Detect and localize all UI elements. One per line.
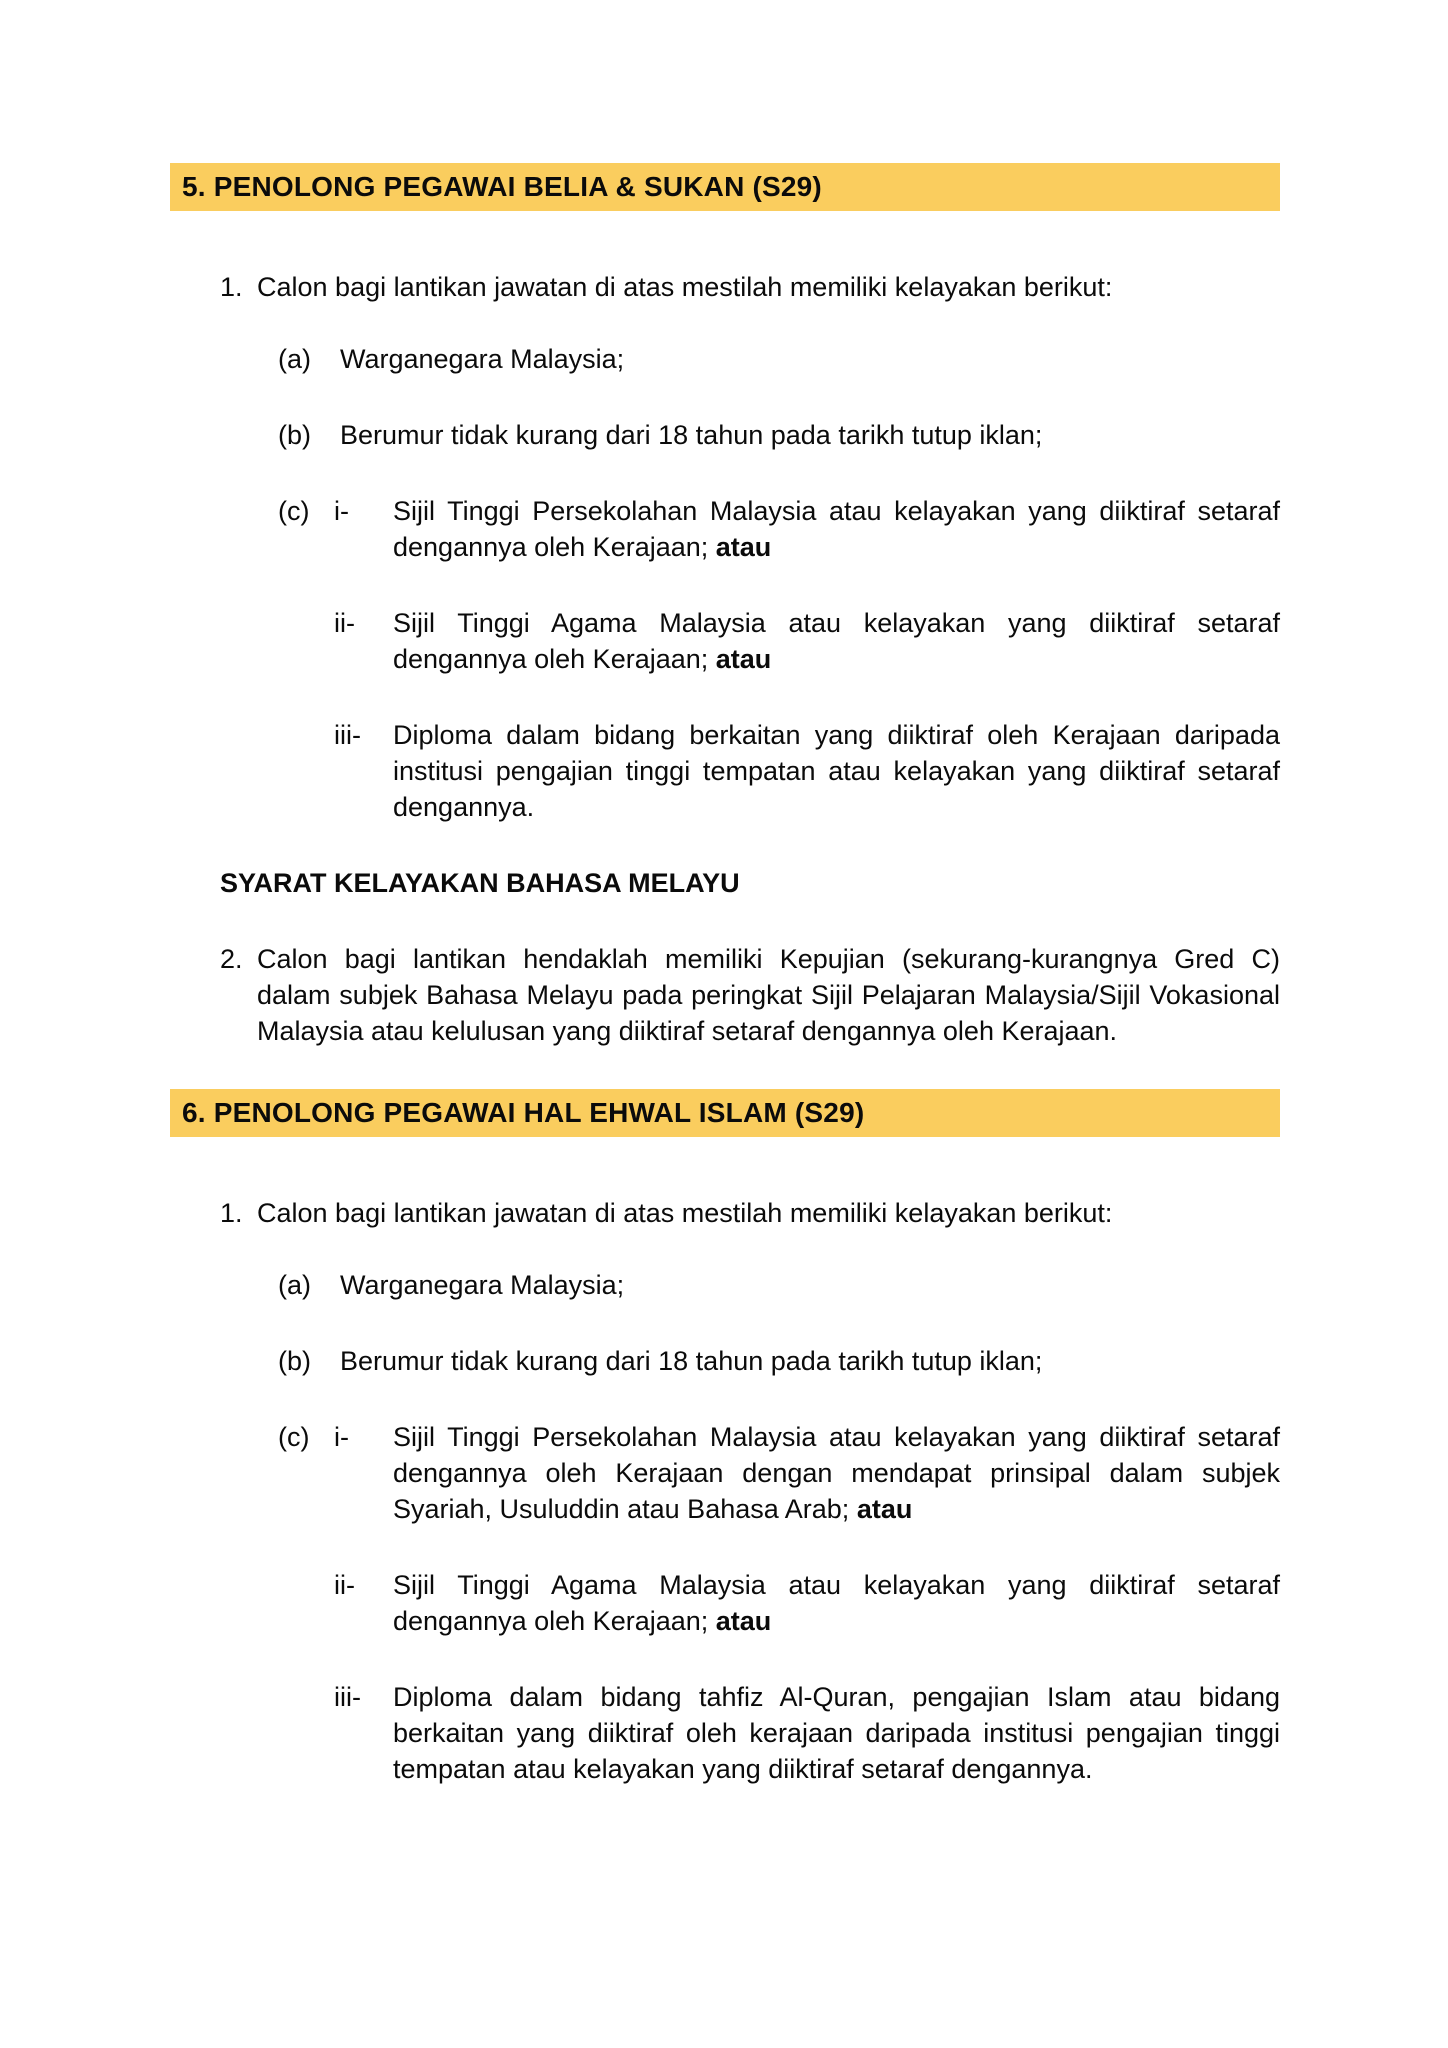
list-marker: 1. bbox=[220, 1198, 243, 1228]
roman-sublist bbox=[334, 493, 1280, 825]
list-marker: (c) bbox=[278, 496, 310, 526]
list-marker: ii- bbox=[334, 608, 355, 638]
section-heading-6 bbox=[170, 1089, 1280, 1137]
list-marker: iii- bbox=[334, 720, 361, 750]
list-marker: iii- bbox=[334, 1682, 361, 1712]
list-marker: 1. bbox=[220, 272, 243, 302]
list-item-text bbox=[393, 1419, 1280, 1527]
list-item-b bbox=[278, 1343, 1280, 1379]
subheading-bahasa-melayu: SYARAT KELAYAKAN BAHASA MELAYU bbox=[220, 868, 740, 898]
bold-suffix: atau bbox=[715, 532, 772, 562]
list-item-text bbox=[393, 1679, 1280, 1787]
list-marker: 2. bbox=[220, 944, 243, 974]
list-item-text bbox=[393, 493, 1280, 565]
bold-suffix: atau bbox=[856, 1494, 913, 1524]
list-item-c bbox=[278, 493, 1280, 825]
list-item-1 bbox=[220, 1195, 1280, 1231]
item-text: Diploma dalam bidang tahfiz Al-Quran, pengajian Islam atau bidang berkaitan yang diiktiraf oleh kerajaan daripada institusi pengajian tinggi tempatan atau kelayakan yang diiktiraf setaraf dengannya. bbox=[393, 1682, 1280, 1784]
list-item-text: Berumur tidak kurang dari 18 tahun pada tarikh tutup iklan; bbox=[340, 1346, 1043, 1376]
list-marker: (b) bbox=[278, 1346, 311, 1376]
list-item-text: Calon bagi lantikan hendaklah memiliki Kepujian (sekurang-kurangnya Gred C) dalam subjek Bahasa Melayu pada peringkat Sijil Pelajaran Malaysia/Sijil Vokasional Malaysia atau kelulusan yang diiktiraf setaraf dengannya oleh Kerajaan. bbox=[257, 944, 1280, 1046]
list-item-text: Warganegara Malaysia; bbox=[340, 344, 625, 374]
bold-suffix: atau bbox=[715, 1606, 772, 1636]
item-text: Sijil Tinggi Agama Malaysia atau kelayakan yang diiktiraf setaraf dengannya oleh Kerajaan; bbox=[393, 608, 1280, 674]
list-marker: i- bbox=[334, 1422, 349, 1452]
list-marker: (c) bbox=[278, 1422, 310, 1452]
list-item-1 bbox=[220, 269, 1280, 305]
list-item-c-iii bbox=[334, 1679, 1280, 1787]
list-item-text: Berumur tidak kurang dari 18 tahun pada tarikh tutup iklan; bbox=[340, 420, 1043, 450]
item-text: Sijil Tinggi Persekolahan Malaysia atau kelayakan yang diiktiraf setaraf dengannya oleh Kerajaan; bbox=[393, 496, 1280, 562]
list-item-text bbox=[393, 1567, 1280, 1639]
bold-suffix: atau bbox=[715, 644, 772, 674]
list-item-2 bbox=[220, 941, 1280, 1049]
list-item-text bbox=[393, 717, 1280, 825]
list-marker: i- bbox=[334, 496, 349, 526]
list-marker: ii- bbox=[334, 1570, 355, 1600]
section-heading-6-text: 6. PENOLONG PEGAWAI HAL EHWAL ISLAM (S29) bbox=[182, 1097, 865, 1128]
list-item-c-iii bbox=[334, 717, 1280, 825]
list-item-c-ii bbox=[334, 1567, 1280, 1639]
section-heading-5-text: 5. PENOLONG PEGAWAI BELIA & SUKAN (S29) bbox=[182, 171, 822, 202]
roman-sublist bbox=[334, 1419, 1280, 1787]
item-text: Sijil Tinggi Agama Malaysia atau kelayakan yang diiktiraf setaraf dengannya oleh Kerajaan; bbox=[393, 1570, 1280, 1636]
list-item-text bbox=[393, 605, 1280, 677]
list-item-text: Calon bagi lantikan jawatan di atas mestilah memiliki kelayakan berikut: bbox=[257, 272, 1113, 302]
list-item-text: Warganegara Malaysia; bbox=[340, 1270, 625, 1300]
list-marker: (a) bbox=[278, 344, 311, 374]
item-text: Sijil Tinggi Persekolahan Malaysia atau kelayakan yang diiktiraf setaraf dengannya oleh Kerajaan dengan mendapat prinsipal dalam subjek Syariah, Usuluddin atau Bahasa Arab; bbox=[393, 1422, 1280, 1524]
list-item-a bbox=[278, 1267, 1280, 1303]
section-heading-5 bbox=[170, 163, 1280, 211]
list-item-c-ii bbox=[334, 605, 1280, 677]
list-item-c-i bbox=[334, 493, 1280, 565]
item-text: Diploma dalam bidang berkaitan yang diiktiraf oleh Kerajaan daripada institusi pengajian tinggi tempatan atau kelayakan yang diiktiraf setaraf dengannya. bbox=[393, 720, 1280, 822]
list-item-text: Calon bagi lantikan jawatan di atas mestilah memiliki kelayakan berikut: bbox=[257, 1198, 1113, 1228]
list-marker: (b) bbox=[278, 420, 311, 450]
list-marker: (a) bbox=[278, 1270, 311, 1300]
list-item-c-i bbox=[334, 1419, 1280, 1527]
list-item-b bbox=[278, 417, 1280, 453]
list-item-c bbox=[278, 1419, 1280, 1787]
list-item-a bbox=[278, 341, 1280, 377]
